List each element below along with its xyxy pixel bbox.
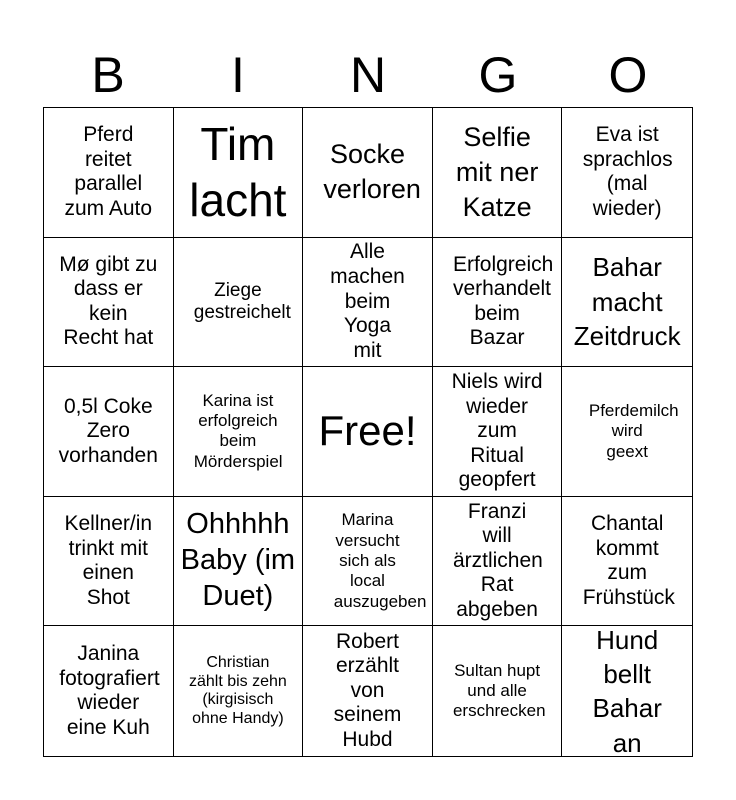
bingo-cell[interactable] xyxy=(562,108,692,238)
cell-text: Ziege gestreichelt xyxy=(193,280,291,323)
cell-text: Kellner/in trinkt mit einen Shot xyxy=(64,511,153,609)
cell-text: 0,5l Coke Zero vorhanden xyxy=(58,394,158,467)
cell-text: Tim lacht xyxy=(189,118,287,227)
cell-text: Franzi will ärztlichen Rat abgeben xyxy=(452,499,543,621)
bingo-cell[interactable] xyxy=(174,367,304,497)
cell-text: Janina fotografiert wieder eine Kuh xyxy=(59,642,160,739)
bingo-grid xyxy=(43,107,693,757)
cell-text: Mø gibt zu dass er kein Recht hat xyxy=(59,252,158,350)
bingo-cell[interactable] xyxy=(562,626,692,756)
cell-text: Erfolgreich verhandelt beim Bazar xyxy=(452,252,554,350)
cell-text: Selfie mit ner Katze xyxy=(455,121,539,222)
header-letter-g: G xyxy=(478,47,518,103)
bingo-cell[interactable] xyxy=(303,497,433,627)
bingo-cell[interactable] xyxy=(44,367,174,497)
bingo-cell[interactable] xyxy=(174,238,304,368)
bingo-cell[interactable] xyxy=(433,497,563,627)
bingo-cell[interactable] xyxy=(174,626,304,756)
header-letter-b: B xyxy=(91,47,125,103)
cell-text: Robert erzählt von seinem Hubd xyxy=(333,629,402,752)
bingo-cell[interactable] xyxy=(44,108,174,238)
cell-text: Chantal kommt zum Frühstück xyxy=(582,511,675,609)
bingo-cell[interactable] xyxy=(303,626,433,756)
bingo-cell[interactable] xyxy=(562,367,692,497)
bingo-header xyxy=(43,44,693,106)
bingo-cell[interactable] xyxy=(433,108,563,238)
cell-text: Karina ist erfolgreich beim Mörderspiel xyxy=(193,390,283,471)
cell-text: Christian zählt bis zehn (kirgisisch ohne Handy) xyxy=(188,654,287,727)
bingo-cell[interactable] xyxy=(562,497,692,627)
bingo-cell[interactable] xyxy=(433,367,563,497)
cell-text: Free! xyxy=(318,407,417,455)
bingo-cell[interactable] xyxy=(562,238,692,368)
cell-text: Pferdemilch wird geext xyxy=(588,400,679,461)
header-letter-n: N xyxy=(349,47,387,103)
cell-text: Bahar macht Zeitdruck xyxy=(573,252,681,352)
bingo-cell[interactable] xyxy=(303,108,433,238)
cell-text: Eva ist sprachlos (mal wieder) xyxy=(582,123,673,220)
bingo-cell[interactable] xyxy=(174,108,304,238)
cell-text: Marina versucht sich als local auszugeben xyxy=(333,510,427,611)
bingo-cell[interactable] xyxy=(44,497,174,627)
bingo-cell-free[interactable] xyxy=(303,367,433,497)
cell-text: Alle machen beim Yoga mit xyxy=(330,240,405,362)
bingo-cell[interactable] xyxy=(174,497,304,627)
cell-text: Niels wird wieder zum Ritual geopfert xyxy=(451,370,543,492)
header-letter-i: I xyxy=(231,47,245,103)
cell-text: Pferd reitet parallel zum Auto xyxy=(64,123,153,220)
bingo-cell[interactable] xyxy=(303,238,433,368)
cell-text: Ohhhhh Baby (im Duet) xyxy=(180,508,296,613)
bingo-cell[interactable] xyxy=(433,626,563,756)
header-letter-o: O xyxy=(608,47,648,103)
cell-text: Hund bellt Bahar an xyxy=(592,626,662,756)
bingo-cell[interactable] xyxy=(44,238,174,368)
bingo-cell[interactable] xyxy=(44,626,174,756)
cell-text: Sultan hupt und alle erschrecken xyxy=(452,660,546,721)
cell-text: Socke verloren xyxy=(323,139,421,205)
bingo-cell[interactable] xyxy=(433,238,563,368)
